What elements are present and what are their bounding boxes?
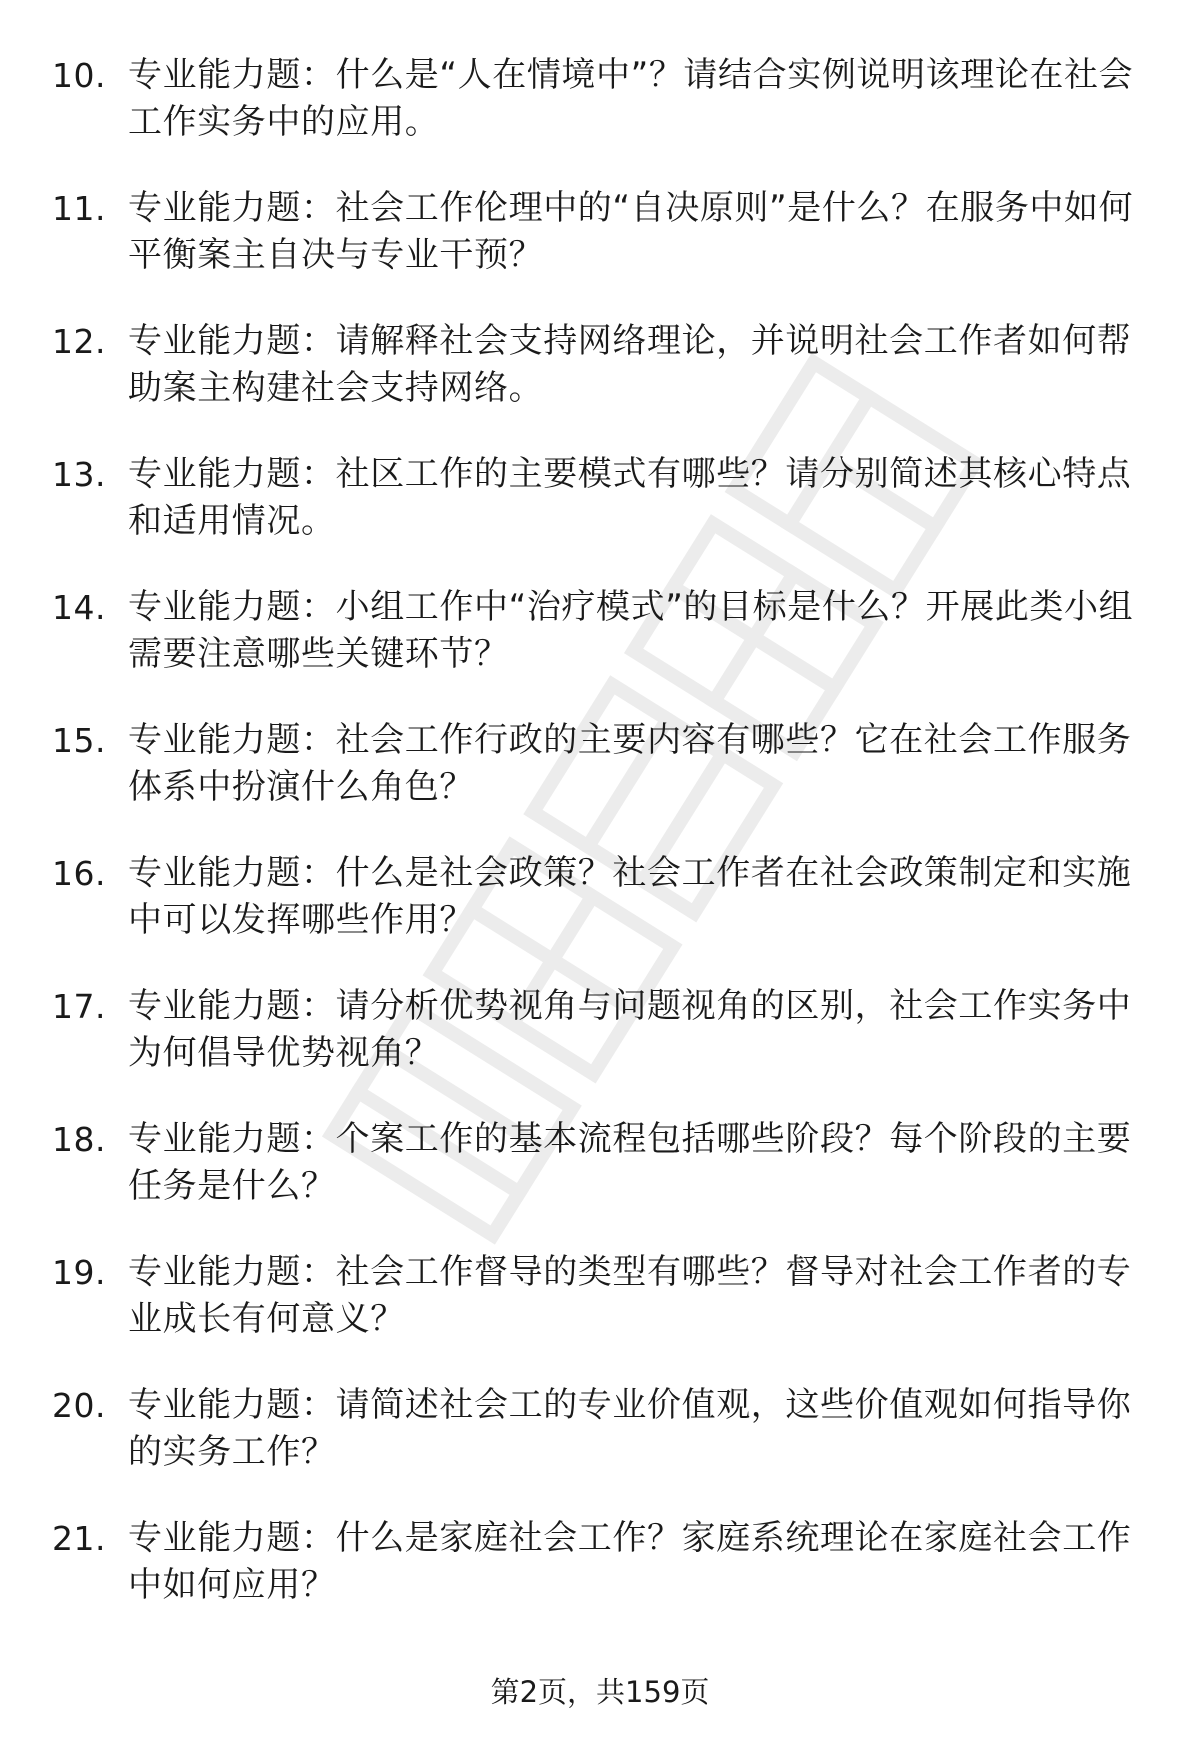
question-text: 专业能力题：小组工作中“治疗模式”的目标是什么？开展此类小组需要注意哪些关键环节？ xyxy=(128,587,1134,674)
question-item xyxy=(52,850,1152,983)
question-item xyxy=(52,1382,1152,1515)
question-number: 10. xyxy=(52,56,106,95)
question-text: 专业能力题：社区工作的主要模式有哪些？请分别简述其核心特点和适用情况。 xyxy=(128,454,1132,541)
question-item xyxy=(52,1116,1152,1249)
question-number: 18. xyxy=(52,1120,106,1159)
question-number: 21. xyxy=(52,1519,106,1558)
question-text: 专业能力题：社会工作行政的主要内容有哪些？它在社会工作服务体系中扮演什么角色？ xyxy=(128,720,1132,807)
question-text: 专业能力题：请分析优势视角与问题视角的区别，社会工作实务中为何倡导优势视角？ xyxy=(128,986,1132,1073)
question-item xyxy=(52,584,1152,717)
question-text: 专业能力题：个案工作的基本流程包括哪些阶段？每个阶段的主要任务是什么？ xyxy=(128,1119,1132,1206)
page-number-footer: 第2页，共159页 xyxy=(490,1675,710,1709)
question-number: 12. xyxy=(52,322,106,361)
question-item xyxy=(52,451,1152,584)
question-item xyxy=(52,983,1152,1116)
question-number: 15. xyxy=(52,721,106,760)
question-text: 专业能力题：什么是社会政策？社会工作者在社会政策制定和实施中可以发挥哪些作用？ xyxy=(128,853,1132,940)
question-number: 14. xyxy=(52,588,106,627)
question-item xyxy=(52,185,1152,318)
question-text: 专业能力题：社会工作督导的类型有哪些？督导对社会工作者的专业成长有何意义？ xyxy=(128,1252,1132,1339)
question-text: 专业能力题：请简述社会工的专业价值观，这些价值观如何指导你的实务工作？ xyxy=(128,1385,1132,1472)
question-item xyxy=(52,717,1152,850)
question-item xyxy=(52,52,1152,185)
question-number: 19. xyxy=(52,1253,106,1292)
question-number: 11. xyxy=(52,189,106,228)
question-number: 20. xyxy=(52,1386,106,1425)
question-item xyxy=(52,318,1152,451)
question-text: 专业能力题：什么是“人在情境中”？请结合实例说明该理论在社会工作实务中的应用。 xyxy=(128,55,1134,142)
question-number: 16. xyxy=(52,854,106,893)
question-text: 专业能力题：请解释社会支持网络理论，并说明社会工作者如何帮助案主构建社会支持网络。 xyxy=(128,321,1132,408)
question-item xyxy=(52,1249,1152,1382)
question-item xyxy=(52,1515,1152,1648)
question-number: 17. xyxy=(52,987,106,1026)
question-text: 专业能力题：什么是家庭社会工作？家庭系统理论在家庭社会工作中如何应用？ xyxy=(128,1518,1132,1605)
question-number: 13. xyxy=(52,455,106,494)
question-text: 专业能力题：社会工作伦理中的“自决原则”是什么？在服务中如何平衡案主自决与专业干预？ xyxy=(128,188,1134,275)
question-list xyxy=(52,52,1152,1648)
